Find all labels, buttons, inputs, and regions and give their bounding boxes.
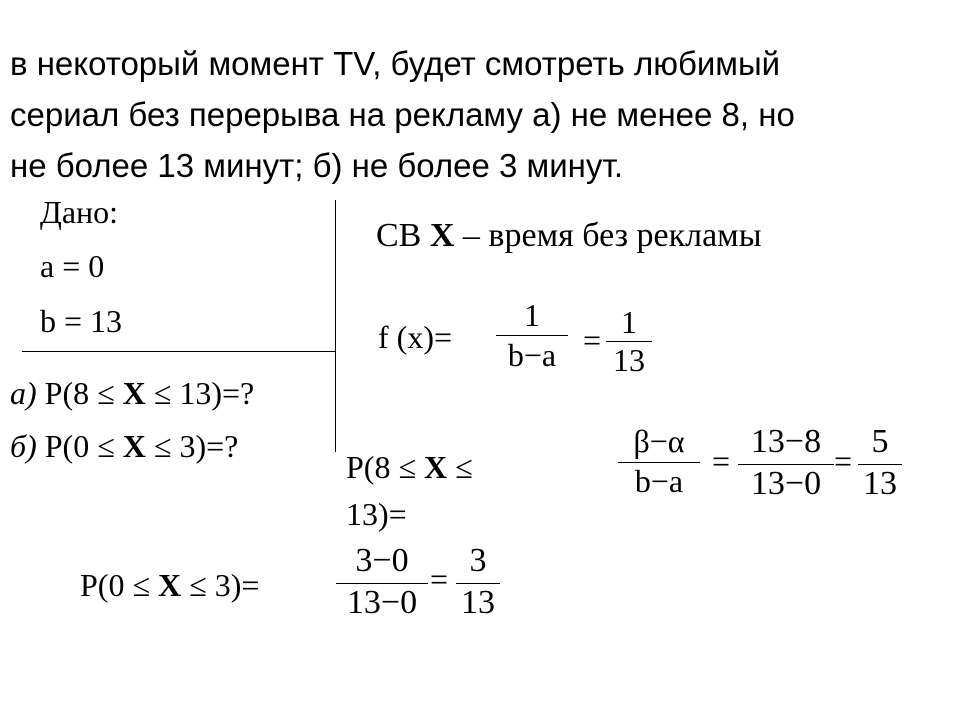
answer-b-result-bar xyxy=(456,583,500,584)
density-frac1-bar xyxy=(496,335,568,336)
answer-a-result-numerator: 5 xyxy=(871,423,889,460)
given-horizontal-divider xyxy=(22,351,336,352)
density-frac2-denominator: 13 xyxy=(613,342,645,378)
question-a-label: а) xyxy=(10,375,37,411)
sv-variable: X xyxy=(429,217,455,254)
density-frac1-numerator: 1 xyxy=(524,297,540,333)
answer-a-fraction-denominator: 13−0 xyxy=(750,465,822,502)
answer-a-fraction xyxy=(738,424,834,502)
answer-b-fraction xyxy=(336,543,428,621)
answer-a-general-bar xyxy=(618,462,700,463)
density-fraction-1 xyxy=(496,297,568,373)
density-fraction-2 xyxy=(606,305,652,377)
answer-b-fraction-bar xyxy=(336,583,428,584)
answer-b-lhs xyxy=(80,567,259,604)
problem-line-2: сериал без перерыва на рекламу а) не менее 8, но xyxy=(10,96,795,133)
answer-a-equals-2: = xyxy=(834,443,853,479)
problem-line-3: не более 13 минут; б) не более 3 минут. xyxy=(10,147,624,184)
answer-a-general-denominator: b−a xyxy=(634,463,684,499)
answer-a-result-fraction xyxy=(858,424,902,502)
answer-a-result-bar xyxy=(858,464,902,465)
given-b: b = 13 xyxy=(40,303,123,339)
given-vertical-divider xyxy=(335,200,336,452)
question-a xyxy=(10,375,254,412)
answer-b-fraction-denominator: 13−0 xyxy=(346,584,418,621)
sv-prefix: СВ xyxy=(376,217,430,254)
answer-a-line-1 xyxy=(346,449,473,486)
density-frac2-bar xyxy=(606,341,652,342)
question-a-variable: X xyxy=(122,375,146,411)
answer-a-general-fraction xyxy=(618,424,700,498)
problem-statement xyxy=(10,38,950,191)
answer-a-open: P(8 ≤ xyxy=(346,449,425,485)
answer-b-result-numerator: 3 xyxy=(469,542,487,579)
answer-a-equals-1: = xyxy=(712,443,731,479)
answer-b-result-fraction xyxy=(456,543,500,621)
density-frac2-numerator: 1 xyxy=(621,304,637,340)
given-a: a = 0 xyxy=(40,248,105,284)
random-variable-statement xyxy=(376,217,762,255)
question-a-close: ≤ 13)=? xyxy=(145,375,255,411)
density-equals: = xyxy=(583,322,602,358)
answer-b-fraction-numerator: 3−0 xyxy=(355,542,409,579)
question-b-variable: X xyxy=(122,428,146,464)
answer-a-fraction-numerator: 13−8 xyxy=(750,423,822,460)
answer-b-equals: = xyxy=(430,561,449,597)
question-b-close: ≤ 3)=? xyxy=(145,428,239,464)
answer-b-variable: X xyxy=(158,567,182,603)
question-b xyxy=(10,428,238,465)
question-a-open: P(8 ≤ xyxy=(44,375,123,411)
answer-a-fraction-bar xyxy=(738,464,834,465)
question-b-label: б) xyxy=(10,428,37,464)
problem-line-1: в некоторый момент TV, будет смотреть любимый xyxy=(10,45,781,82)
density-frac1-denominator: b−a xyxy=(507,337,557,373)
answer-b-open: P(0 ≤ xyxy=(80,567,159,603)
answer-b-result-denominator: 13 xyxy=(461,584,495,621)
question-b-open: P(0 ≤ xyxy=(44,428,123,464)
answer-a-close: ≤ xyxy=(447,449,473,485)
sv-suffix: – время без рекламы xyxy=(454,217,762,254)
answer-a-variable: X xyxy=(424,449,448,485)
answer-a-result-denominator: 13 xyxy=(863,465,897,502)
given-title: Дано: xyxy=(40,194,119,230)
answer-a-line-2: 13)= xyxy=(346,496,407,532)
answer-b-close: ≤ 3)= xyxy=(181,567,260,603)
answer-a-general-numerator: β−α xyxy=(633,423,685,459)
density-lhs: f (x)= xyxy=(378,319,453,355)
